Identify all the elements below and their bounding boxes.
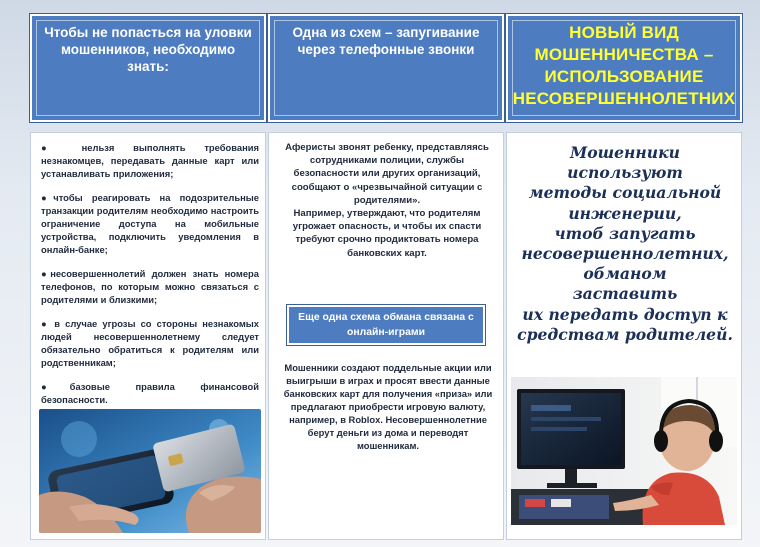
right-text-line: чтоб запугать xyxy=(554,223,696,243)
tips-list xyxy=(41,141,259,417)
header-left-title: Чтобы не попасться на уловки мошенников, необходимо знать: xyxy=(44,25,252,74)
phone-scam-paragraph: Аферисты звонят ребенку, представляясь сотрудниками полиции, службы безопасности или других организаций, сообщают о «чрезвычайной ситуации с родителями». xyxy=(285,142,489,206)
header-right xyxy=(506,14,742,122)
right-text-line: инженерии, xyxy=(568,203,682,223)
header-middle-title: Одна из схем – запугивание через телефонные звонки xyxy=(292,25,480,57)
social-engineering-text xyxy=(511,143,739,345)
left-panel xyxy=(30,132,266,540)
header-middle xyxy=(268,14,504,122)
child-computer-illustration xyxy=(511,377,737,525)
tip-item: ●несовершеннолетий должен знать номера телефонов, по которым можно связаться с родителями и близкими; xyxy=(41,268,259,305)
hand-phone-card-photo xyxy=(39,409,261,533)
header-left xyxy=(30,14,266,122)
tip-item: ● в случае угрозы со стороны незнакомых людей несовершеннолетнему следует обязательно обратиться к родителям или родственникам; xyxy=(41,318,259,368)
tip-item: ●базовые правила финансовой безопасности. xyxy=(41,381,259,405)
right-text-line: средствам родителей. xyxy=(517,324,733,344)
online-games-description: Мошенники создают поддельные акции или выигрыши в играх и просят ввести данные банковских карт для получения «приза» или предлагают приобрести игровую валюту, например, в Roblox. Несовершеннолетние берут деньги из дома и переводят мошенникам. xyxy=(283,362,493,451)
right-text-line: их передать доступ к xyxy=(522,304,728,324)
online-games-scheme-box: Еще одна схема обмана связана с онлайн-играми xyxy=(287,305,485,345)
right-panel xyxy=(506,132,742,540)
child-computer-photo xyxy=(511,377,737,525)
phone-scam-example: Например, утверждают, что родителям угрожает опасность, и чтобы их спасти требуют срочно продиктовать номера банковских карт. xyxy=(292,208,482,259)
phone-scam-description xyxy=(277,141,497,260)
tip-item: ● нельзя выполнять требования незнакомцев, передавать данные карт или устанавливать приложения; xyxy=(41,142,259,179)
right-text-line: методы социальной xyxy=(528,183,722,203)
hand-phone-card-illustration xyxy=(39,409,261,533)
right-text-line: Мошенники используют xyxy=(567,143,683,183)
tip-item: ●чтобы реагировать на подозрительные транзакции родителям необходимо настроить ограничение доступа на мобильные устройства, подключить уведомления в онлайн-банке; xyxy=(41,192,259,255)
right-text-line: несовершеннолетних, xyxy=(521,244,729,264)
right-text-line: обманом xyxy=(583,264,667,284)
header-right-title: НОВЫЙ ВИД МОШЕННИЧЕСТВА – ИСПОЛЬЗОВАНИЕ НЕСОВЕРШЕННОЛЕТНИХ xyxy=(512,23,736,108)
middle-panel xyxy=(268,132,504,540)
right-text-line: заставить xyxy=(572,284,678,304)
